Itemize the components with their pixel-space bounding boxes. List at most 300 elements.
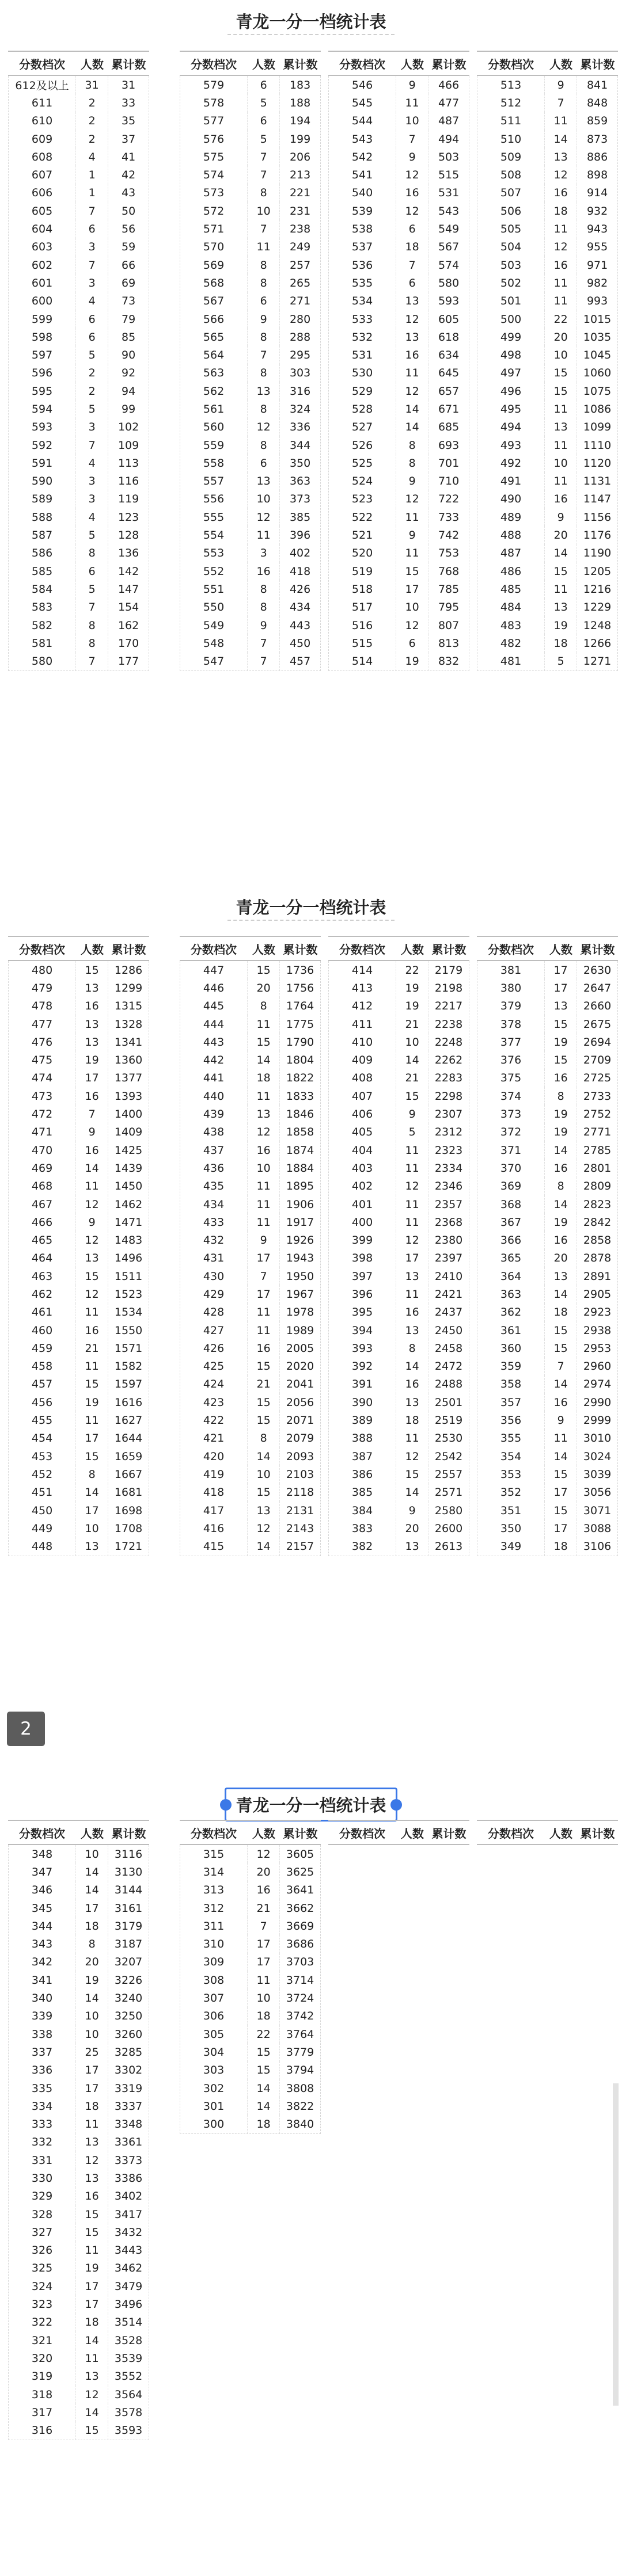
- table-row: [329, 1321, 469, 1339]
- cell-count: 14: [544, 1447, 577, 1465]
- cell-score: 401: [351, 1198, 373, 1211]
- table-row: [329, 1015, 469, 1033]
- cell-cumulative: 3479: [114, 2280, 143, 2293]
- cell-score: 488: [500, 529, 522, 542]
- table-row: [9, 1881, 149, 1899]
- table-row: [180, 94, 320, 112]
- cell-count: 11: [75, 2349, 108, 2367]
- table-row: [9, 2242, 149, 2259]
- cell-cumulative: 1377: [114, 1072, 143, 1085]
- cell-cumulative: 2157: [286, 1540, 314, 1553]
- cell-score: 437: [203, 1144, 225, 1157]
- cell-cumulative: 3386: [114, 2171, 143, 2185]
- table-row: [329, 454, 469, 472]
- cell-score: 300: [203, 2118, 225, 2131]
- cell-score: 430: [203, 1270, 225, 1283]
- table-row: [329, 436, 469, 454]
- cell-count: 3: [75, 418, 108, 436]
- cell-count: 17: [544, 979, 577, 997]
- cell-score: 611: [31, 96, 53, 109]
- table-row: [329, 1285, 469, 1303]
- cell-score: 477: [31, 1018, 53, 1031]
- cell-cumulative: 2974: [583, 1378, 612, 1391]
- header-count: 人数: [252, 1826, 275, 1840]
- cell-score: 418: [203, 1486, 225, 1499]
- table-row: [9, 2223, 149, 2241]
- cell-score: 564: [203, 349, 225, 362]
- cell-count: 13: [396, 1538, 428, 1556]
- cell-count: 14: [75, 1159, 108, 1177]
- cell-count: 11: [247, 238, 280, 256]
- cell-cumulative: 3605: [286, 1847, 314, 1861]
- cell-cumulative: 3402: [114, 2190, 143, 2203]
- cell-score: 440: [203, 1089, 225, 1103]
- cell-score: 341: [31, 1973, 53, 1987]
- table-header: [477, 1820, 618, 1845]
- cell-score: 446: [203, 981, 225, 994]
- cell-score: 577: [203, 115, 225, 128]
- cell-score: 304: [203, 2045, 225, 2059]
- cell-cumulative: 288: [289, 330, 311, 344]
- cell-count: 13: [396, 1267, 428, 1285]
- cell-count: 8: [75, 1465, 108, 1483]
- cell-cumulative: 238: [289, 223, 311, 236]
- cell-score: 376: [500, 1054, 522, 1067]
- cell-score: 364: [500, 1270, 522, 1283]
- table-row: [477, 1141, 617, 1159]
- cell-cumulative: 2557: [434, 1468, 463, 1481]
- cell-cumulative: 3840: [286, 2118, 314, 2131]
- table-row: [477, 76, 617, 94]
- table-row: [477, 220, 617, 238]
- page-number-badge[interactable]: 2: [7, 1712, 45, 1746]
- cell-count: 8: [544, 1178, 577, 1195]
- cell-score: 569: [203, 258, 225, 272]
- cell-score: 329: [31, 2190, 53, 2203]
- cell-count: 18: [544, 1304, 577, 1321]
- cell-count: 12: [247, 1123, 280, 1141]
- cell-count: 7: [247, 166, 280, 184]
- cell-count: 11: [396, 1159, 428, 1177]
- cell-cumulative: 768: [438, 565, 460, 578]
- cell-cumulative: 3106: [583, 1540, 612, 1553]
- cell-score: 472: [31, 1108, 53, 1121]
- table-row: [180, 1285, 320, 1303]
- table-row: [180, 599, 320, 616]
- cell-count: 12: [75, 1285, 108, 1303]
- cell-count: 2: [75, 112, 108, 130]
- cell-score: 563: [203, 367, 225, 380]
- cell-cumulative: 2725: [583, 1072, 612, 1085]
- table-row: [180, 1267, 320, 1285]
- table-row: [9, 1051, 149, 1069]
- cell-score: 468: [31, 1180, 53, 1193]
- table-row: [477, 1411, 617, 1429]
- cell-score: 337: [31, 2045, 53, 2059]
- table-row: [477, 238, 617, 256]
- table-row: [477, 1358, 617, 1375]
- cell-count: 14: [544, 1375, 577, 1393]
- cell-count: 20: [396, 1519, 428, 1537]
- cell-score: 497: [500, 367, 522, 380]
- table-row: [9, 1953, 149, 1971]
- table-row: [329, 1538, 469, 1556]
- table-row: [9, 616, 149, 634]
- cell-score: 530: [351, 367, 373, 380]
- cell-count: 13: [75, 2133, 108, 2151]
- cell-count: 18: [247, 1069, 280, 1087]
- cell-score: 482: [500, 637, 522, 650]
- cell-count: 3: [75, 490, 108, 508]
- cell-cumulative: 2488: [434, 1378, 463, 1391]
- cell-cumulative: 231: [289, 204, 311, 218]
- cell-count: 15: [247, 2043, 280, 2061]
- cell-count: 12: [396, 1231, 428, 1249]
- table-row: [9, 2205, 149, 2223]
- cell-cumulative: 280: [289, 313, 311, 326]
- table-body: [180, 1845, 321, 2134]
- table-body: [8, 961, 149, 1556]
- cell-cumulative: 2801: [583, 1161, 612, 1175]
- cell-count: 10: [247, 1159, 280, 1177]
- cell-count: 8: [396, 1339, 428, 1357]
- cell-score: 399: [351, 1234, 373, 1247]
- table-row: [329, 1249, 469, 1267]
- table-row: [477, 418, 617, 436]
- table-row: [329, 653, 469, 670]
- cell-cumulative: 66: [121, 258, 136, 272]
- cell-cumulative: 2752: [583, 1108, 612, 1121]
- cell-cumulative: 3260: [114, 2028, 143, 2041]
- cell-score: 343: [31, 1938, 53, 1951]
- cell-cumulative: 2056: [286, 1396, 314, 1409]
- table-row: [329, 94, 469, 112]
- cell-score: 355: [500, 1432, 522, 1445]
- cell-count: 6: [247, 292, 280, 310]
- cell-count: 17: [247, 1285, 280, 1303]
- table-row: [9, 1430, 149, 1447]
- cell-count: 11: [544, 580, 577, 598]
- table-row: [477, 1051, 617, 1069]
- cell-score: 349: [500, 1540, 522, 1553]
- cell-count: 14: [544, 1195, 577, 1213]
- table-row: [329, 220, 469, 238]
- table-row: [9, 346, 149, 364]
- cell-score: 371: [500, 1144, 522, 1157]
- cell-count: 11: [544, 472, 577, 490]
- cell-cumulative: 3039: [583, 1468, 612, 1481]
- cell-count: 6: [247, 454, 280, 472]
- cell-count: 17: [75, 2277, 108, 2295]
- cell-count: 9: [75, 1123, 108, 1141]
- cell-count: 15: [75, 1447, 108, 1465]
- cell-cumulative: 1299: [114, 981, 143, 994]
- cell-count: 3: [75, 472, 108, 490]
- cell-count: 12: [396, 382, 428, 400]
- cell-score: 469: [31, 1161, 53, 1175]
- table-row: [180, 562, 320, 580]
- cell-score: 498: [500, 349, 522, 362]
- cell-cumulative: 2675: [583, 1018, 612, 1031]
- cell-cumulative: 188: [289, 96, 311, 109]
- cell-count: 15: [247, 1411, 280, 1429]
- cell-count: 9: [247, 616, 280, 634]
- cell-cumulative: 113: [117, 456, 139, 470]
- cell-score: 330: [31, 2171, 53, 2185]
- table-row: [9, 2133, 149, 2151]
- table-row: [9, 2097, 149, 2115]
- table-body: [8, 1845, 149, 2440]
- cell-score: 310: [203, 1938, 225, 1951]
- cell-count: 13: [75, 1249, 108, 1267]
- cell-count: 8: [75, 634, 108, 652]
- table-row: [9, 1845, 149, 1863]
- cell-score: 449: [31, 1522, 53, 1535]
- cell-cumulative: 1341: [114, 1035, 143, 1049]
- cell-cumulative: 2131: [286, 1504, 314, 1517]
- table-header: [180, 936, 321, 961]
- table-row: [180, 1447, 320, 1465]
- cell-count: 12: [75, 2151, 108, 2169]
- cell-cumulative: 2960: [583, 1360, 612, 1373]
- cell-score: 434: [203, 1198, 225, 1211]
- cell-count: 17: [247, 1935, 280, 1953]
- cell-cumulative: 385: [289, 510, 311, 524]
- table-row: [329, 1502, 469, 1519]
- cell-count: 15: [75, 1267, 108, 1285]
- cell-count: 18: [544, 634, 577, 652]
- cell-cumulative: 271: [289, 295, 311, 308]
- table-header: [8, 51, 149, 76]
- header-count: 人数: [401, 942, 424, 957]
- cell-count: 16: [247, 1141, 280, 1159]
- cell-count: 10: [396, 112, 428, 130]
- table-row: [9, 1033, 149, 1051]
- table-row: [477, 1249, 617, 1267]
- cell-score: 586: [31, 547, 53, 560]
- cell-count: 20: [247, 979, 280, 997]
- cell-count: 21: [75, 1339, 108, 1357]
- cell-cumulative: 2660: [583, 1000, 612, 1013]
- table-row: [477, 1195, 617, 1213]
- scrollbar-track[interactable]: [613, 2083, 619, 2406]
- cell-score: 332: [31, 2136, 53, 2149]
- header-score: 分数档次: [339, 942, 385, 957]
- cell-cumulative: 1616: [114, 1396, 143, 1409]
- cell-score: 605: [31, 204, 53, 218]
- cell-count: 15: [544, 364, 577, 382]
- table-row: [477, 202, 617, 220]
- cell-count: 7: [75, 256, 108, 274]
- table-row: [9, 2115, 149, 2133]
- cell-count: 9: [247, 310, 280, 328]
- cell-cumulative: 1582: [114, 1360, 143, 1373]
- cell-score: 544: [351, 115, 373, 128]
- table-row: [477, 1231, 617, 1249]
- cell-cumulative: 848: [586, 96, 608, 109]
- table-row: [477, 1339, 617, 1357]
- cell-count: 14: [396, 1051, 428, 1069]
- table-row: [329, 418, 469, 436]
- cell-count: 7: [75, 202, 108, 220]
- cell-count: 8: [247, 599, 280, 616]
- table-row: [329, 1087, 469, 1105]
- table-row: [477, 1502, 617, 1519]
- table-title[interactable]: [0, 1788, 622, 1822]
- cell-cumulative: 50: [121, 204, 136, 218]
- cell-count: 13: [247, 1502, 280, 1519]
- resize-handle-right[interactable]: [390, 1799, 402, 1811]
- cell-score: 479: [31, 981, 53, 994]
- cell-count: 12: [396, 1447, 428, 1465]
- table-row: [329, 544, 469, 562]
- cell-cumulative: 3250: [114, 2010, 143, 2023]
- cell-cumulative: 2530: [434, 1432, 463, 1445]
- cell-score: 551: [203, 582, 225, 596]
- cell-count: 13: [396, 1321, 428, 1339]
- cell-score: 444: [203, 1018, 225, 1031]
- cell-cumulative: 3496: [114, 2298, 143, 2311]
- cell-cumulative: 119: [117, 493, 139, 506]
- table-body: [328, 76, 469, 671]
- table-row: [329, 184, 469, 202]
- cell-score: 610: [31, 115, 53, 128]
- cell-cumulative: 324: [289, 402, 311, 416]
- table-row: [477, 1159, 617, 1177]
- cell-score: 581: [31, 637, 53, 650]
- cell-score: 495: [500, 402, 522, 416]
- cell-score: 519: [351, 565, 373, 578]
- cell-score: 585: [31, 565, 53, 578]
- cell-score: 489: [500, 510, 522, 524]
- cell-cumulative: 1790: [286, 1035, 314, 1049]
- cell-score: 402: [351, 1180, 373, 1193]
- cell-count: 15: [75, 2205, 108, 2223]
- cell-score: 558: [203, 456, 225, 470]
- table-row: [9, 202, 149, 220]
- cell-count: 15: [544, 1339, 577, 1357]
- cell-cumulative: 90: [121, 349, 136, 362]
- cell-cumulative: 1439: [114, 1161, 143, 1175]
- cell-count: 19: [75, 1971, 108, 1989]
- table-row: [329, 1178, 469, 1195]
- cell-count: 16: [247, 1339, 280, 1357]
- cell-count: 21: [247, 1899, 280, 1917]
- cell-count: 17: [75, 2061, 108, 2079]
- table-row: [9, 1285, 149, 1303]
- cell-score: 439: [203, 1108, 225, 1121]
- table-row: [9, 292, 149, 310]
- cell-count: 11: [247, 1195, 280, 1213]
- table-row: [9, 2043, 149, 2061]
- cell-cumulative: 3742: [286, 2010, 314, 2023]
- cell-cumulative: 2312: [434, 1126, 463, 1139]
- table-header: [328, 1820, 469, 1845]
- cell-count: 16: [544, 1159, 577, 1177]
- table-row: [477, 382, 617, 400]
- cell-count: 19: [544, 1105, 577, 1123]
- table-row: [180, 1881, 320, 1899]
- table-row: [180, 274, 320, 292]
- cell-cumulative: 2990: [583, 1396, 612, 1409]
- cell-score: 360: [500, 1342, 522, 1355]
- cell-count: 11: [75, 2242, 108, 2259]
- cell-cumulative: 1015: [583, 313, 612, 326]
- cell-count: 14: [75, 2331, 108, 2349]
- cell-cumulative: 2020: [286, 1360, 314, 1373]
- cell-cumulative: 41: [121, 150, 136, 163]
- table-row: [329, 1375, 469, 1393]
- table-row: [477, 1538, 617, 1556]
- cell-count: 13: [544, 418, 577, 436]
- cell-count: 17: [396, 1249, 428, 1267]
- cell-score: 424: [203, 1378, 225, 1391]
- cell-score: 328: [31, 2208, 53, 2221]
- cell-cumulative: 1450: [114, 1180, 143, 1193]
- cell-count: 16: [75, 2188, 108, 2205]
- cell-score: 587: [31, 529, 53, 542]
- cell-count: 21: [396, 1015, 428, 1033]
- cell-score: 339: [31, 2010, 53, 2023]
- table-row: [477, 400, 617, 418]
- cell-score: 327: [31, 2226, 53, 2239]
- table-row: [180, 364, 320, 382]
- table-row: [477, 490, 617, 508]
- cell-count: 19: [75, 2259, 108, 2277]
- cell-count: 14: [396, 1358, 428, 1375]
- cell-cumulative: 1667: [114, 1468, 143, 1481]
- cell-count: 17: [544, 1519, 577, 1537]
- table-row: [9, 1159, 149, 1177]
- cell-count: 7: [544, 1358, 577, 1375]
- resize-handle-left[interactable]: [220, 1799, 232, 1811]
- cell-score: 454: [31, 1432, 53, 1445]
- cell-cumulative: 37: [121, 132, 136, 146]
- header-score: 分数档次: [488, 1826, 534, 1840]
- cell-score: 480: [31, 963, 53, 977]
- cell-score: 392: [351, 1360, 373, 1373]
- table-row: [477, 544, 617, 562]
- table-header: [477, 936, 618, 961]
- table-row: [9, 1213, 149, 1231]
- cell-cumulative: 1644: [114, 1432, 143, 1445]
- cell-cumulative: 1393: [114, 1089, 143, 1103]
- table-row: [9, 274, 149, 292]
- cell-count: 14: [247, 1538, 280, 1556]
- cell-cumulative: 2771: [583, 1126, 612, 1139]
- table-row: [329, 112, 469, 130]
- cell-count: 3: [247, 544, 280, 562]
- header-cumulative: 累计数: [431, 1826, 466, 1840]
- table-row: [477, 1267, 617, 1285]
- table-row: [9, 2151, 149, 2169]
- cell-score: 502: [500, 276, 522, 289]
- table-row: [329, 1195, 469, 1213]
- cell-count: 7: [247, 653, 280, 670]
- header-cumulative: 累计数: [580, 57, 615, 71]
- cell-cumulative: 1483: [114, 1234, 143, 1247]
- cell-count: 12: [396, 166, 428, 184]
- cell-cumulative: 2858: [583, 1234, 612, 1247]
- cell-count: 13: [75, 2368, 108, 2386]
- cell-score: 568: [203, 276, 225, 289]
- table-row: [180, 1213, 320, 1231]
- table-row: [180, 1538, 320, 1556]
- table-row: [180, 1953, 320, 1971]
- table-row: [9, 2422, 149, 2440]
- cell-count: 12: [544, 166, 577, 184]
- table-row: [9, 961, 149, 979]
